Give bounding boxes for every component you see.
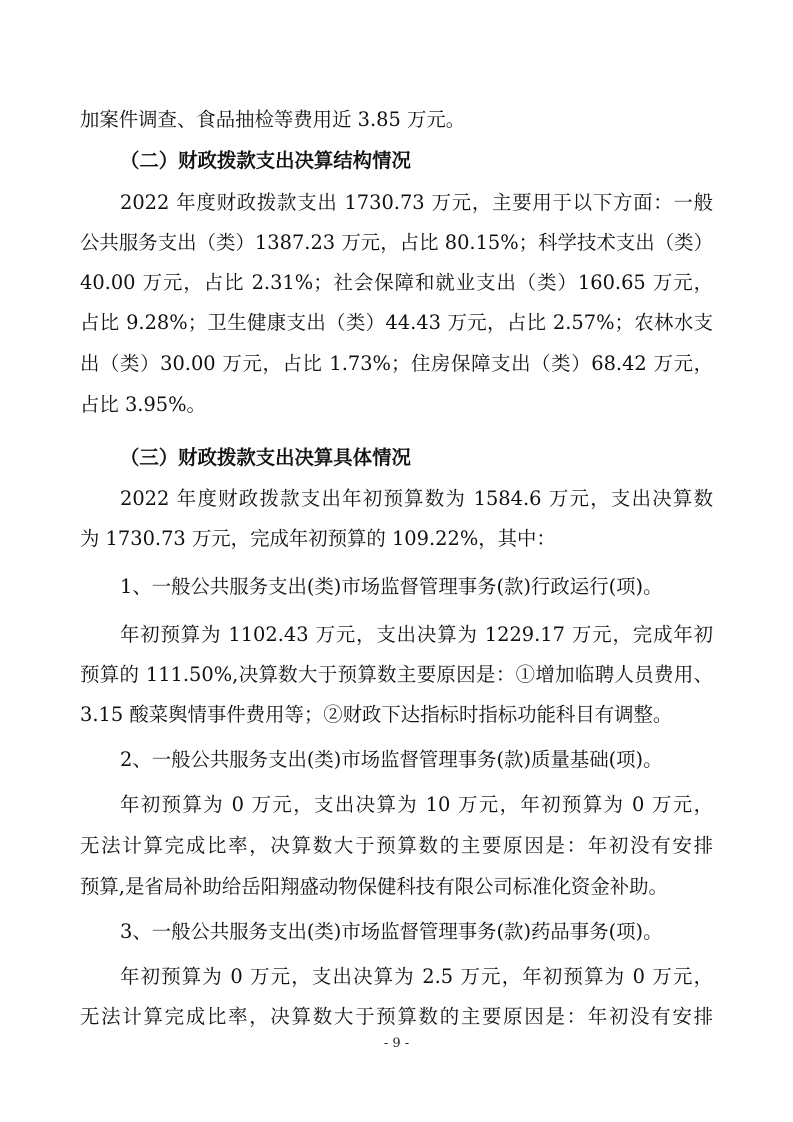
paragraph-line: 3、一般公共服务支出(类)市场监督管理事务(款)药品事务(项)。 (120, 920, 663, 943)
paragraph-line: 加案件调查、食品抽检等费用近 3.85 万元。 (80, 108, 466, 131)
paragraph-line: 年初预算为 0 万元，支出决算为 10 万元，年初预算为 0 万元， (120, 793, 713, 816)
paragraph-line: 年初预算为 1102.43 万元，支出决算为 1229.17 万元，完成年初 (120, 623, 713, 646)
paragraph-line: 占比 3.95%。 (80, 393, 206, 416)
paragraph-line: 无法计算完成比率，决算数大于预算数的主要原因是：年初没有安排 (80, 834, 713, 857)
paragraph-line: 3.15 酸菜舆情事件费用等；②财政下达指标时指标功能科目有调整。 (80, 703, 673, 726)
paragraph-line: 为 1730.73 万元，完成年初预算的 109.22%，其中： (80, 527, 556, 550)
section-heading: （二）财政拨款支出决算结构情况 (120, 149, 411, 172)
paragraph-line: 2、一般公共服务支出(类)市场监督管理事务(款)质量基础(项)。 (120, 748, 663, 771)
page-number: - 9 - (383, 1036, 410, 1051)
paragraph-line: 年初预算为 0 万元，支出决算为 2.5 万元，年初预算为 0 万元， (120, 965, 713, 988)
paragraph-line: 预算,是省局补助给岳阳翔盛动物保健科技有限公司标准化资金补助。 (80, 875, 668, 898)
section-heading: （三）财政拨款支出决算具体情况 (120, 446, 411, 469)
paragraph-line: 40.00 万元，占比 2.31%；社会保障和就业支出（类）160.65 万元， (80, 271, 713, 294)
paragraph-line: 无法计算完成比率，决算数大于预算数的主要原因是：年初没有安排 (80, 1005, 713, 1028)
paragraph-line: 2022 年度财政拨款支出 1730.73 万元，主要用于以下方面：一般 (120, 191, 713, 214)
paragraph-line: 出（类）30.00 万元，占比 1.73%；住房保障支出（类）68.42 万元， (80, 352, 713, 375)
paragraph-line: 公共服务支出（类）1387.23 万元，占比 80.15%；科学技术支出（类） (80, 231, 713, 254)
paragraph-line: 占比 9.28%；卫生健康支出（类）44.43 万元，占比 2.57%；农林水支 (80, 311, 713, 334)
paragraph-line: 2022 年度财政拨款支出年初预算数为 1584.6 万元，支出决算数 (120, 487, 713, 510)
paragraph-line: 预算的 111.50%,决算数大于预算数主要原因是：①增加临聘人员费用、 (80, 663, 713, 686)
paragraph-line: 1、一般公共服务支出(类)市场监督管理事务(款)行政运行(项)。 (120, 575, 663, 598)
